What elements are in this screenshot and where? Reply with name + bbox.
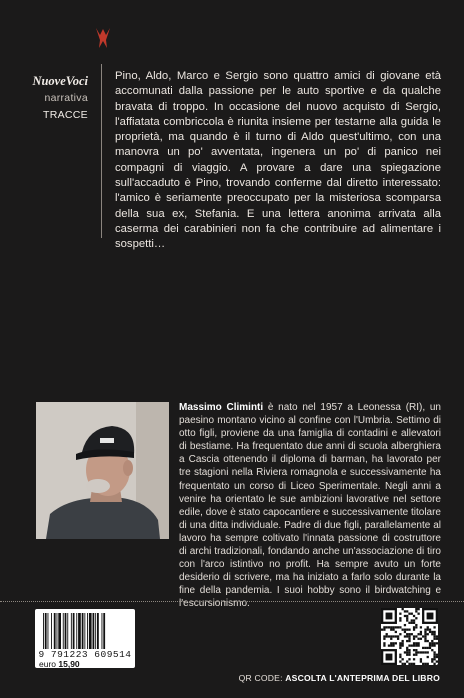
author-bio xyxy=(179,401,441,611)
price-value: 15,90 xyxy=(58,659,80,669)
qr-caption-prefix: QR CODE: xyxy=(238,673,283,683)
publisher-logo-icon xyxy=(94,26,112,50)
divider-vertical xyxy=(101,64,102,238)
price xyxy=(39,659,80,669)
isbn-number: 9 791223 609514 xyxy=(38,649,132,660)
barcode xyxy=(35,609,135,668)
price-label: euro xyxy=(39,659,57,669)
series-genre: narrativa xyxy=(44,92,88,104)
barcode-bars-icon xyxy=(43,613,127,649)
qr-code[interactable] xyxy=(381,608,438,665)
series-name: NuoveVoci xyxy=(32,74,88,88)
qr-caption-text: ASCOLTA L'ANTEPRIMA DEL LIBRO xyxy=(285,673,440,683)
author-bio-text: è nato nel 1957 a Leonessa (RI), un paesino montano vicino al confine con l'Umbria. Settimo di otto figli, proviene da una famiglia di contadini e allevatori di bestiame. Ha frequentato due anni di scuola alberghiera a Cascia ottenendo il diploma di barman, ha lavorato per tre stagioni nella Riviera romagnola e successivamente ha frequentato un corso di Liceo Sperimentale. Negli anni a venire ha orientato le sue ambizioni lavorative nel settore edile, dove è stato capocantiere e successivamente titolare di una ditta individuale. Padre di due figli, parallelamente al lavoro ha sempre coltivato l'innata passione di costruttore di archi tradizionali, fondando anche un'associazione di tiro con l'arco istintivo no profit. Ha sempre avuto un forte desiderio di scrivere, ma ha iniziato a farlo solo durante la fine della pandemia. I suoi hobby sono il birdwatching e l'escursionismo. xyxy=(179,402,441,610)
qr-caption xyxy=(239,673,440,683)
qr-code-icon xyxy=(381,608,438,665)
series-collection: TRACCE xyxy=(43,109,88,121)
author-name: Massimo Climinti xyxy=(179,402,264,413)
synopsis-text: Pino, Aldo, Marco e Sergio sono quattro amici di giovane età accomunati dalla passione per le auto sportive e da qualche bravata di troppo. In occasione del nuovo acquisto di Sergio, l'affiatata combriccola è riunita insieme per testarne alla guida le proprietà, ma quando è il turno di Aldo quest'ultimo, con una manovra un po' avventata, ingenera un po' di panico nei compagni di viaggio. A provare a dare una spiegazione sull'accaduto è Pino, trovando conferme dal diretto interessato: l'amico è seriamente preoccupato per la misteriosa scomparsa della sua ex, Stefania. E una lettera anonima arrivata alla caserma dei carabinieri non fa che contribuire ad alimentare i sospetti… xyxy=(115,70,441,251)
author-photo xyxy=(36,402,169,539)
divider-dotted xyxy=(0,601,464,602)
series-label xyxy=(28,73,88,124)
